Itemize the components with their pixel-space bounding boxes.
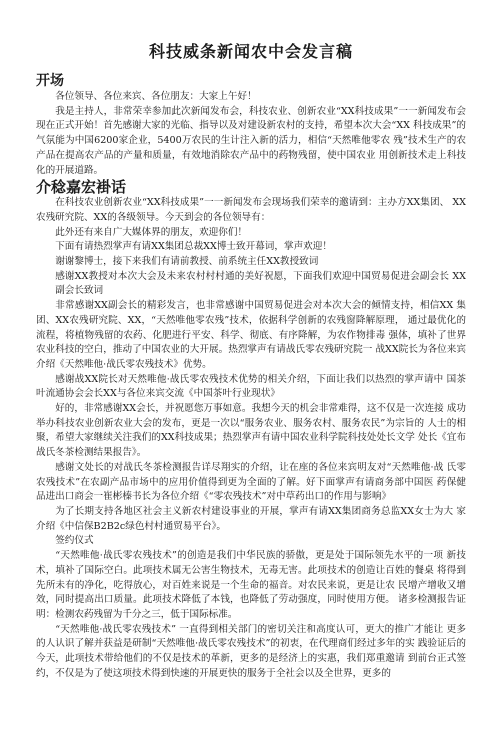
paragraph: 谢谢黎博士，接下来我们有请前教授、前系统主任XX教授致词 bbox=[55, 256, 319, 268]
paragraph: 在科技农业创新农业“XX科技成果”一一新闻发布会现场我们荣幸的邀请到：主办方XX集团、 XX农残研究院、XX的各级领导。今天到会的各位领导有： bbox=[36, 197, 466, 223]
section-heading-opening: 开场 bbox=[36, 73, 64, 89]
paragraph: “天然唯他·战氏零农残技术”的创造是我们中华民族的骄傲，更是处于国际领先水平的一项 新技术，填补了国际空白。此项技术属无公害生物技术，无毒无害。此项技术的创造让百姓的餐桌 将得到先所未有的净化，吃得放心，对百姓来说是一个生命的福音。对农民来说，更是让农 民增产增收又增效，同时提高出口质量。此项技术降低了本钱，也降低了劳动强度，同时使用方便。 诸多检测报告证明：检测农药残留为千分之三，低于国际标准。 bbox=[36, 550, 466, 620]
paragraph: 各位领导、各位来宾、各位朋友：大家上午好！ bbox=[55, 91, 257, 102]
paragraph: 非常感谢XX副会长的精彩发言，也非常感谢中国贸易促进会对本次大会的倾情支持，相信XX 集团、XX农残研究院、XX，“天然唯他零农残”技术，依据科学创新的农残窗降解原理， 通过最优化的流程，将植物残留的农药、化肥进行平安、科学、彻底、有序降解，为农作物排毒 强体，填补了世界农业科技的空白，推动了中国农业的大开展。热烈掌声有请战氏零农残研究院一 战XX院长为各位来宾介绍《天然唯他·战氏零农残技术》优势。 bbox=[36, 300, 466, 370]
paragraph: 感谢XX教授对本次大会及未来农村村村通的美好祝愿，下面我们欢迎中国贸易促进会副会长 XX副会长致词 bbox=[55, 270, 466, 297]
paragraph: 我是主持人，非常荣幸参加此次新闻发布会，科技农业、创新农业“XX科技成果”一一新闻发布会现在正式开始！首先感谢大家的光临、指导以及对建设新农村的支持，希望本次大会“XX 科技成果”的气氛能为中国6200家企业，5400万农民的生计注入新的活力，相信“天然唯他零农 残”技术生产的农产品在提高农产品的产量和质量，有效地消除农产品中的药物残留，使中国农业 用创新技术走上科技化的开展道路。 bbox=[36, 105, 466, 176]
paragraph: 下面有请热烈掌声有请XX集团总裁XX博士致开幕词，掌声欢迎！ bbox=[55, 241, 332, 253]
subheading-signing-ceremony: 签约仪式 bbox=[55, 535, 94, 547]
paragraph: “天然唯他·战氏零农残技术” 一直得到相关部门的密切关注和高度认可，更大的推广才能让 更多的人认识了解并获益是研制“天然唯他·战氏零农残技术”的初衷，在代理商们经过多年的实 践验证后的今天，此项技术带给他们的不仅是技术的革新，更多的是经济上的实惠，我们郑重邀请 到前台正式签约，不仅是为了使这项技术得到快速的开展更快的服务于全社会以及全世界，更多的 bbox=[36, 623, 466, 679]
paragraph: 为了长期支持各地区社会主义新农村建设事业的开展，掌声有请XX集团商务总监XX女士为大 家介绍《中信保B2B2c绿色村村通贸易平台》。 bbox=[36, 505, 466, 532]
paragraph: 感谢战XX院长对天然唯他·战氏零农残技术优势的相关介绍，下面让我们以热烈的掌声请中 国茶叶流通协会会长XX与各位来宾交流《中国茶叶行业现状》 bbox=[36, 373, 466, 400]
section-guests bbox=[36, 178, 466, 681]
section-heading-guests: 介稔嘉宏褂话 bbox=[36, 178, 127, 197]
paragraph: 感谢文处长的对战氏冬茶检测报告详尽翔实的介绍，让在座的各位来宾明友对“天然唯他·战 氏零农残技术”在农副产品市场中的应用价值得到更为全面的了解。好下面掌声有请商务部中国医 药保健品进出口商会一崔彬榛书长为各位介绍《“零农残技术”对中草药出口的作用与影响》 bbox=[36, 461, 466, 503]
document-title: 科技威条新闻农中会发言稿 bbox=[148, 42, 353, 61]
paragraph: 好的，非常感谢XX会长，并祝愿您万事如意。我想今天的机会非常难得，这不仅是一次连接 成功举办科技农业创新农业大会的发布，更是一次以“服务农业、服务农村、服务农民”为宗旨的 人士的相聚，希望大家继续关注我们的XX科技成果；热烈掌声有请中国农业科学院科技处处长文学 处长《宜布战氏冬茶检测结果报告》。 bbox=[36, 403, 466, 459]
section-opening bbox=[36, 72, 466, 178]
paragraph: 此外还有来自广大媒体界的朋友，欢迎你们！ bbox=[55, 226, 248, 238]
